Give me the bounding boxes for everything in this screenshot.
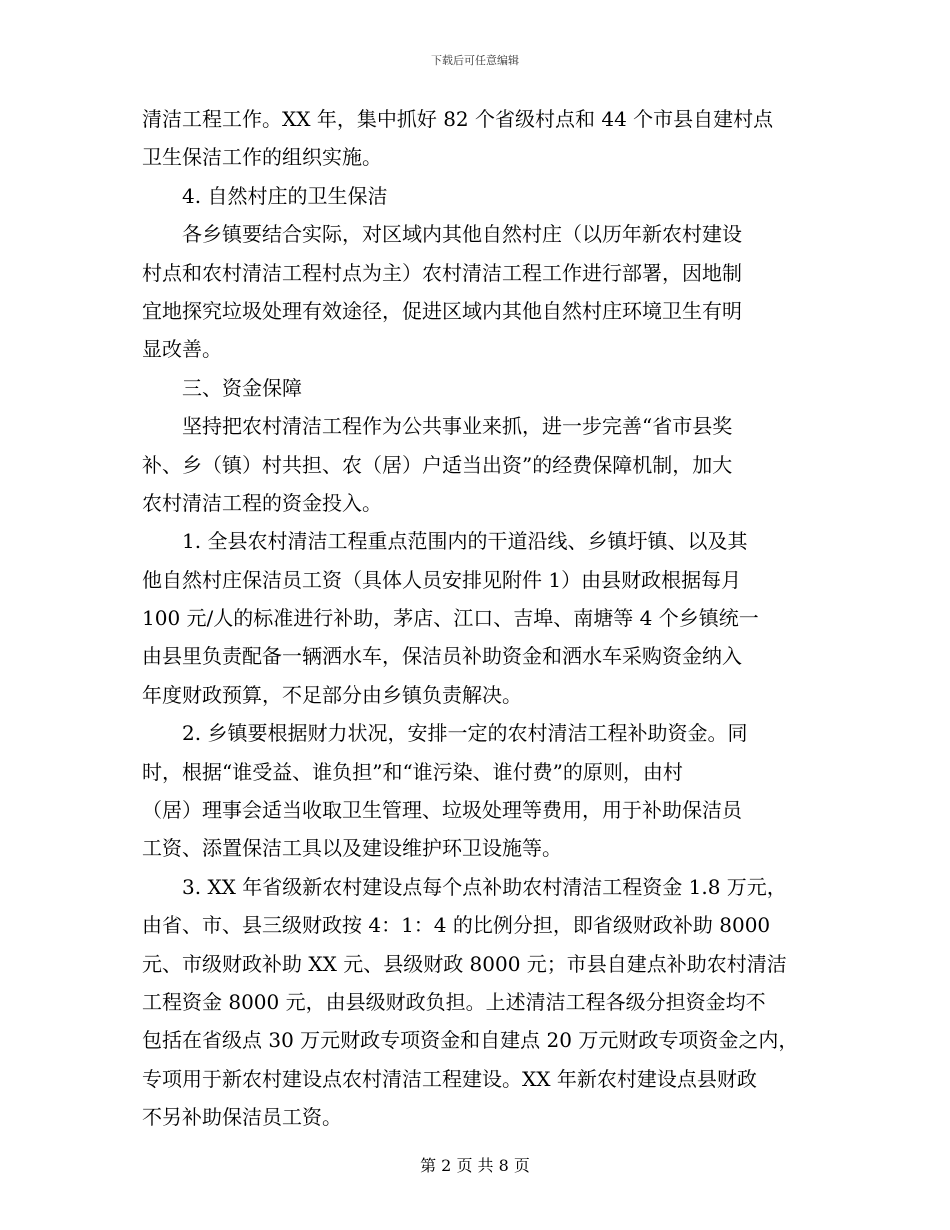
document-body (142, 100, 832, 1137)
text-line: 由省、市、县三级财政按 4：1：4 的比例分担，即省级财政补助 8000 (142, 913, 771, 938)
text-line: 农村清洁工程的资金投入。 (142, 490, 382, 515)
text-line: 各乡镇要结合实际，对区域内其他自然村庄（以历年新农村建设 (182, 222, 742, 247)
text-line: 包括在省级点 30 万元财政专项资金和自建点 20 万元财政专项资金之内， (142, 1028, 799, 1053)
text-line: 他自然村庄保洁员工资（具体人员安排见附件 1）由县财政根据每月 (142, 567, 742, 592)
text-line: 工程资金 8000 元，由县级财政负担。上述清洁工程各级分担资金均不 (142, 989, 766, 1014)
text-line: （居）理事会适当收取卫生管理、垃圾处理等费用，用于补助保洁员 (142, 798, 742, 823)
text-line: 2. 乡镇要根据财力状况，安排一定的农村清洁工程补助资金。同 (182, 721, 748, 746)
page-footer: 第 2 页 共 8 页 (420, 1156, 530, 1175)
text-line: 1. 全县农村清洁工程重点范围内的干道沿线、乡镇圩镇、以及其 (182, 529, 748, 554)
text-line: 4. 自然村庄的卫生保洁 (182, 183, 388, 208)
text-line: 村点和农村清洁工程村点为主）农村清洁工程工作进行部署，因地制 (142, 260, 742, 285)
text-line: 时，根据“谁受益、谁负担”和“谁污染、谁付费”的原则，由村 (142, 759, 683, 784)
text-line: 年度财政预算，不足部分由乡镇负责解决。 (142, 682, 522, 707)
text-line: 元、市级财政补助 XX 元、县级财政 8000 元；市县自建点补助农村清洁 (142, 951, 787, 976)
text-line: 100 元/人的标准进行补助，茅店、江口、吉埠、南塘等 4 个乡镇统一 (142, 606, 759, 631)
text-line: 3. XX 年省级新农村建设点每个点补助农村清洁工程资金 1.8 万元， (182, 874, 787, 899)
text-line: 专项用于新农村建设点农村清洁工程建设。XX 年新农村建设点县财政 (142, 1066, 757, 1091)
text-line: 宜地探究垃圾处理有效途径，促进区域内其他自然村庄环境卫生有明 (142, 298, 742, 323)
page-header: 下载后可任意编辑 (431, 54, 519, 67)
text-line: 不另补助保洁员工资。 (142, 1105, 342, 1130)
text-line: 三、资金保障 (182, 375, 302, 400)
text-line: 补、乡（镇）村共担、农（居）户适当出资”的经费保障机制，加大 (142, 452, 733, 477)
text-line: 清洁工程工作。XX 年，集中抓好 82 个省级村点和 44 个市县自建村点 (142, 107, 774, 131)
text-line: 工资、添置保洁工具以及建设维护环卫设施等。 (142, 836, 562, 861)
text-line: 由县里负责配备一辆洒水车，保洁员补助资金和洒水车采购资金纳入 (142, 644, 742, 669)
text-line: 卫生保洁工作的组织实施。 (142, 145, 382, 170)
text-line: 显改善。 (142, 337, 222, 362)
text-line: 坚持把农村清洁工程作为公共事业来抓，进一步完善“省市县奖 (182, 414, 733, 439)
